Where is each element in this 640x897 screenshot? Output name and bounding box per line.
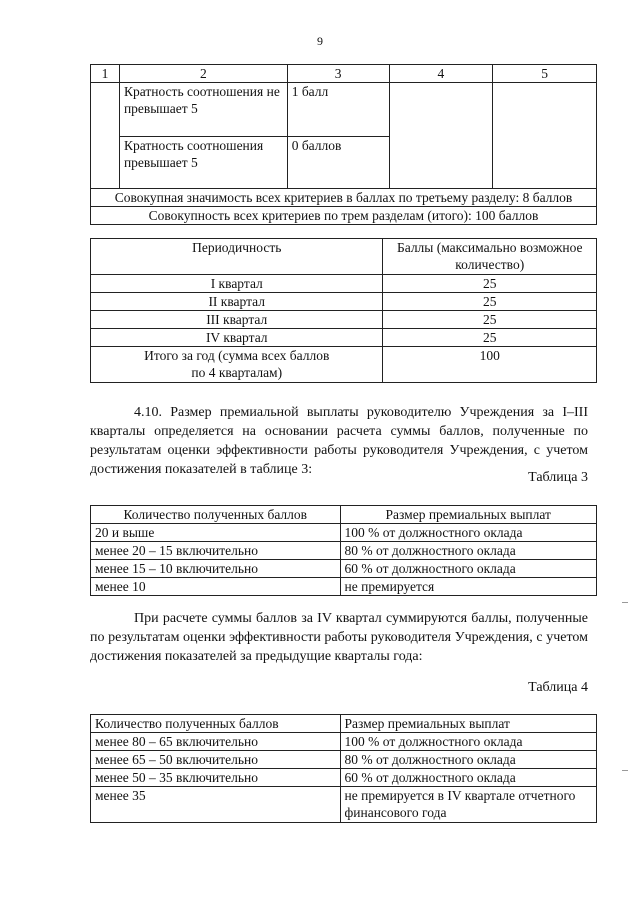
points-cell: 1 балл: [287, 83, 389, 137]
paragraph-4-10: [90, 403, 588, 479]
bonus-size: 80 % от должностного оклада: [340, 542, 597, 560]
empty-cell: [493, 83, 597, 189]
points-range: менее 15 – 10 включительно: [91, 560, 341, 578]
period-cell: II квартал: [91, 293, 383, 311]
col-header-2: 2: [119, 65, 287, 83]
empty-cell: [91, 83, 120, 189]
section-total-row: [91, 189, 597, 207]
points-range: менее 80 – 65 включительно: [91, 733, 341, 751]
table-row: [91, 275, 597, 293]
criterion-cell: Кратность соотношения превышает 5: [119, 137, 287, 189]
paragraph-4-10-text: 4.10. Размер премиальной выплаты руководителю Учреждения за I–III кварталы определяется на основании расчета суммы баллов, полученные по результатам оценки эффективности работы руководителя Учреждения, с учетом достижения показателей в таблице 3:: [90, 405, 588, 477]
criterion-cell: Кратность соотношения не превышает 5: [119, 83, 287, 137]
page-number: 9: [317, 34, 323, 48]
year-total-row: [91, 347, 597, 383]
table4-header-row: [91, 715, 597, 733]
col-header-4: 4: [389, 65, 493, 83]
bonus-size: 100 % от должностного оклада: [340, 524, 597, 542]
table4-header-bonus: Размер премиальных выплат: [340, 715, 597, 733]
table-row: [91, 329, 597, 347]
empty-cell: [389, 83, 493, 189]
col-header-5: 5: [493, 65, 597, 83]
col-header-1: 1: [91, 65, 120, 83]
points-range: менее 50 – 35 включительно: [91, 769, 341, 787]
table3-header-bonus: Размер премиальных выплат: [340, 506, 597, 524]
table3-header-points: Количество полученных баллов: [91, 506, 341, 524]
table-row: [91, 83, 597, 137]
year-total-points: 100: [383, 347, 597, 383]
points-range: 20 и выше: [91, 524, 341, 542]
points-range: менее 35: [91, 787, 341, 823]
bonus-size: 60 % от должностного оклада: [340, 769, 597, 787]
table4-header-points: Количество полученных баллов: [91, 715, 341, 733]
scan-margin-mark: [622, 602, 628, 603]
table-row: [91, 787, 597, 823]
paragraph-q4-text: При расчете суммы баллов за IV квартал суммируются баллы, полученные по результатам оценки эффективности работы руководителя Учреждения, с учетом достижения показателей за предыдущие кварталы года:: [90, 611, 588, 664]
points-cell: 25: [383, 329, 597, 347]
table3-header-row: [91, 506, 597, 524]
table-row: [91, 560, 597, 578]
period-cell: III квартал: [91, 311, 383, 329]
table3: [90, 505, 597, 596]
grand-total: Совокупность всех критериев по трем разделам (итого): 100 баллов: [91, 207, 597, 225]
criteria-table: [90, 64, 597, 225]
periodicity-header-row: [91, 239, 597, 275]
bonus-size: 100 % от должностного оклада: [340, 733, 597, 751]
table-row: [91, 733, 597, 751]
paragraph-q4: [90, 609, 588, 666]
periodicity-header: Периодичность: [91, 239, 383, 275]
table-row: [91, 293, 597, 311]
bonus-size: 60 % от должностного оклада: [340, 560, 597, 578]
bonus-size: не премируется в IV квартале отчетного финансового года: [340, 787, 597, 823]
points-range: менее 20 – 15 включительно: [91, 542, 341, 560]
points-cell: 0 баллов: [287, 137, 389, 189]
period-cell: I квартал: [91, 275, 383, 293]
table-row: [91, 311, 597, 329]
points-cell: 25: [383, 311, 597, 329]
points-range: менее 10: [91, 578, 341, 596]
grand-total-row: [91, 207, 597, 225]
table4: [90, 714, 597, 823]
periodicity-table: [90, 238, 597, 383]
col-header-3: 3: [287, 65, 389, 83]
table-row: [91, 751, 597, 769]
table3-caption: Таблица 3: [528, 470, 588, 485]
year-total-label: Итого за год (сумма всех баллов по 4 кварталам): [91, 347, 383, 383]
scan-margin-mark: [622, 770, 628, 771]
bonus-size: не премируется: [340, 578, 597, 596]
table4-caption: Таблица 4: [528, 680, 588, 695]
points-header: Баллы (максимально возможное количество): [383, 239, 597, 275]
table-row: [91, 524, 597, 542]
points-range: менее 65 – 50 включительно: [91, 751, 341, 769]
points-cell: 25: [383, 293, 597, 311]
bonus-size: 80 % от должностного оклада: [340, 751, 597, 769]
table-row: [91, 769, 597, 787]
section-total: Совокупная значимость всех критериев в баллах по третьему разделу: 8 баллов: [91, 189, 597, 207]
table-row: [91, 542, 597, 560]
points-cell: 25: [383, 275, 597, 293]
table-header-row: [91, 65, 597, 83]
table-row: [91, 578, 597, 596]
period-cell: IV квартал: [91, 329, 383, 347]
